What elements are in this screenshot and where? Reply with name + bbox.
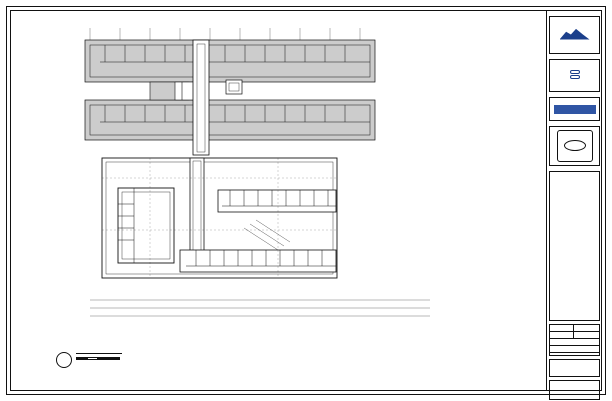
brooks-range-supply-logo [549, 16, 600, 54]
builders-badge [570, 70, 580, 74]
seal-ring-text [564, 140, 586, 151]
stamp-label-drawn [550, 325, 574, 331]
plan-title-block [56, 352, 122, 368]
engineer-seal-cell [549, 126, 600, 166]
stamp-row [550, 325, 599, 332]
stamp-table [549, 324, 600, 356]
title-block [546, 11, 601, 390]
mountain-icon [560, 27, 590, 40]
stamp-row [550, 339, 599, 346]
engineer-seal [557, 130, 593, 162]
stamp-row [550, 332, 599, 339]
builders-badge-2 [570, 75, 580, 79]
sheet-number-cell [549, 380, 600, 400]
floor-plan-drawing [30, 18, 525, 368]
stamp-label-contents [550, 339, 551, 345]
alaska-firm-logo [549, 97, 600, 121]
alaska-firm-bar [554, 105, 596, 114]
plan-detail-bubble [56, 352, 72, 368]
sheet-contents-name [549, 359, 600, 377]
stamp-row-blank-1 [550, 346, 599, 353]
builders-choice-logo [549, 59, 600, 92]
graphic-scale-bar [76, 357, 122, 362]
project-title-cell [549, 171, 600, 321]
floor-plan-svg [30, 18, 525, 368]
plan-title [76, 352, 122, 354]
stamp-label-checked [550, 332, 574, 338]
